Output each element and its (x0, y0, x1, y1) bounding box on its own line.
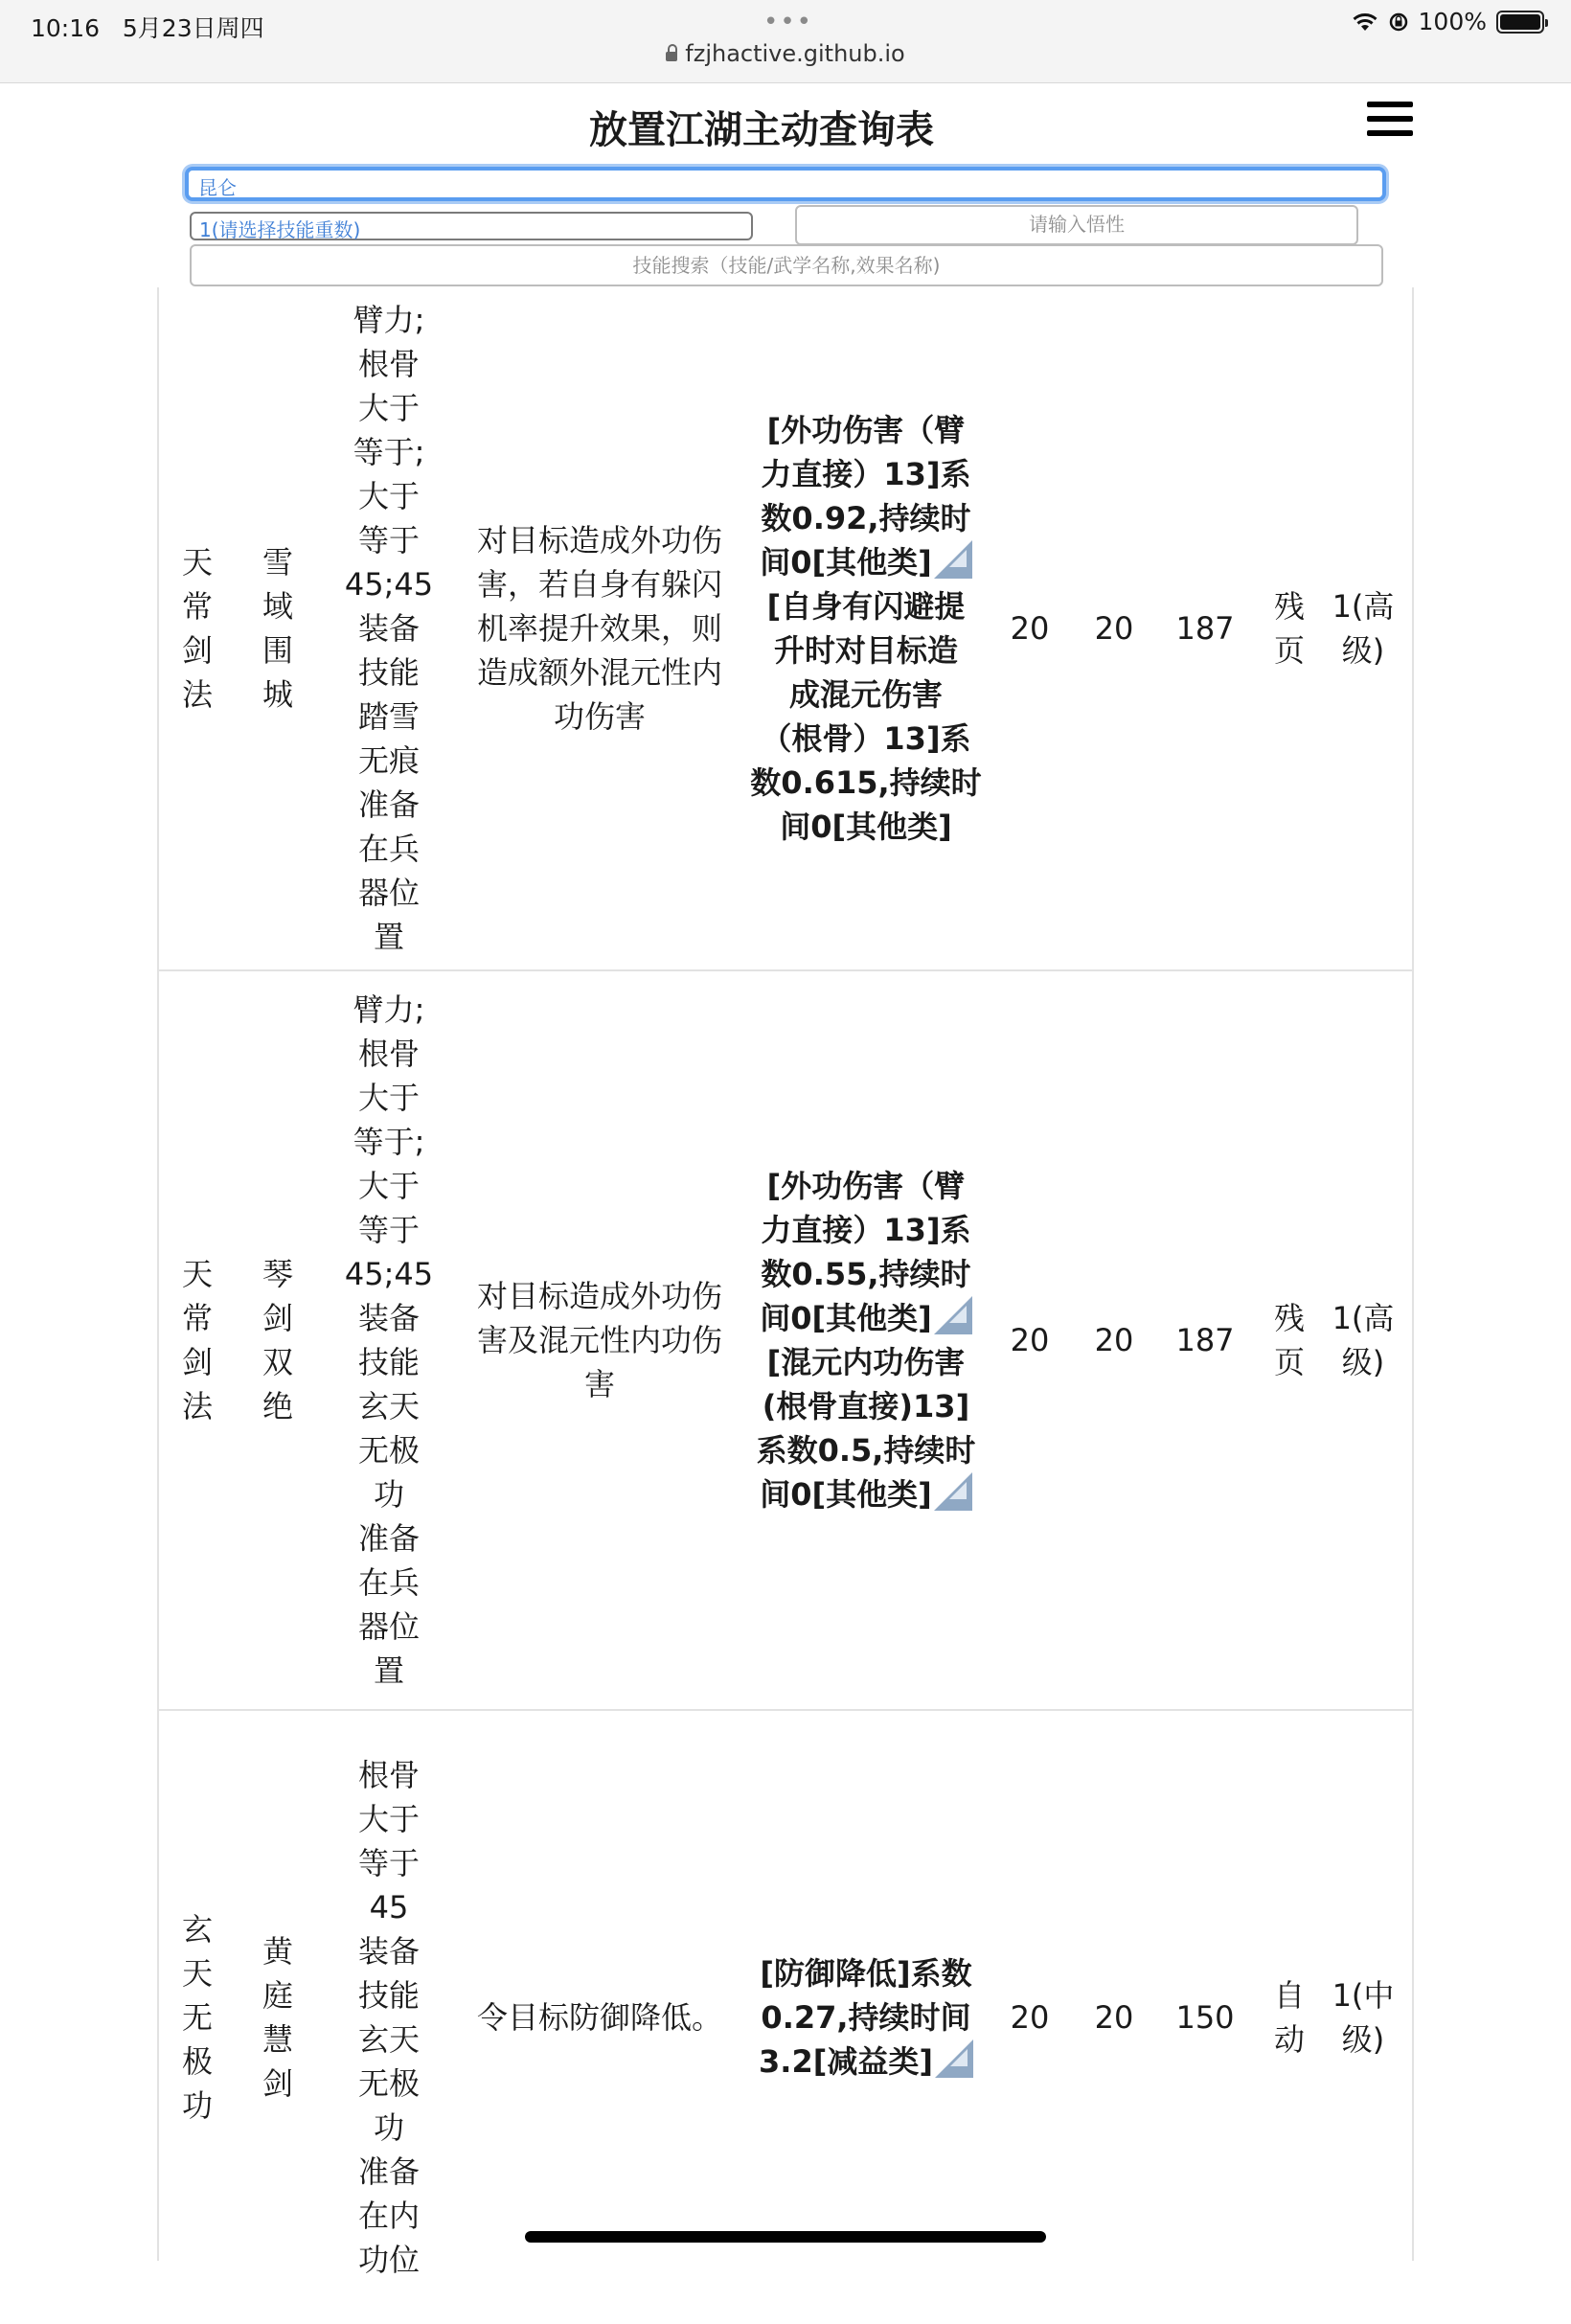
requirement-line: 器位 (357, 1608, 420, 1645)
requirement-line: 玄天 (357, 1388, 420, 1424)
value-2-cell (1071, 287, 1157, 969)
value-2: 20 (1094, 1999, 1134, 2036)
requirement-line: 技能 (357, 654, 420, 691)
description-cell (462, 287, 738, 969)
requirement-line: 无极 (357, 2065, 420, 2102)
value-3-cell (1155, 1711, 1255, 2324)
grade-line: 级) (1341, 1344, 1385, 1380)
requirement-line: 准备 (357, 786, 420, 823)
value-1-cell (987, 287, 1073, 969)
description-line: 对目标造成外功伤 (476, 1278, 722, 1314)
requirement-line: 在兵 (357, 1564, 420, 1601)
requirement-line: 根骨 (357, 1757, 420, 1793)
move-name: 雪 域 围 城 (262, 544, 293, 713)
requirement-line: 准备 (357, 1520, 420, 1557)
requirement-line: 等于 (357, 1212, 420, 1248)
source-cell (1263, 1711, 1316, 2324)
requirement-line: 45 (369, 1889, 409, 1925)
effect-text: [防御降低]系数 (760, 1955, 972, 1992)
effect-text: 0.27,持续时间 (761, 1999, 971, 2036)
skill-level-select[interactable]: 1(请选择技能重数) (190, 212, 753, 240)
skill-name: 天 常 剑 法 (181, 1256, 213, 1424)
description-line: 造成额外混元性内 (476, 654, 722, 691)
table-row (159, 971, 1412, 1709)
effect-line (757, 1164, 976, 1208)
hamburger-menu-icon[interactable] (1367, 102, 1413, 136)
requirement-line: 大于 (357, 478, 420, 514)
description-line: 机率提升效果，则 (476, 610, 722, 647)
requirement-line: 等于 (357, 1845, 420, 1881)
grade-line: 1(高 (1332, 588, 1395, 625)
date: 5月23日周四 (122, 14, 264, 42)
skill-name: 玄 天 无 极 功 (181, 1911, 213, 2124)
requirement-line: 臂力; (353, 302, 425, 338)
move-name-cell (251, 1711, 305, 2324)
effect-text: 数0.615,持续时 (750, 764, 982, 801)
value-3-cell (1155, 287, 1255, 969)
effect-line (757, 1252, 976, 1296)
grade-line: 1(中 (1332, 1977, 1395, 2014)
requirement-line: 置 (373, 919, 404, 955)
triangle-ruler-icon (934, 1472, 972, 1511)
effect-line (750, 408, 981, 452)
description-line: 令目标防御降低。 (476, 1999, 722, 2036)
effect-text: [混元内功伤害 (766, 1344, 966, 1380)
effect-text: (根骨直接)13] (762, 1388, 970, 1424)
url-text: fzjhactive.github.io (685, 40, 905, 67)
effect-text: 间0[其他类] (760, 1476, 932, 1513)
effect-text: 3.2[减益类] (759, 2043, 933, 2080)
effect-text: 间0[其他类] (760, 544, 932, 581)
description-line: 对目标造成外功伤 (476, 522, 722, 558)
description-cell (462, 971, 738, 1709)
requirement-line: 等于; (353, 434, 425, 470)
requirement-line: 根骨 (357, 346, 420, 382)
skill-search-input[interactable]: 技能搜索（技能/武学名称,效果名称) (190, 244, 1383, 286)
requirement-cell (335, 1711, 443, 2324)
requirement-line: 等于; (353, 1124, 425, 1160)
requirement-line: 臂力; (353, 991, 425, 1028)
status-indicators (1352, 8, 1544, 35)
effect-line (750, 452, 981, 496)
effect-text: 数0.55,持续时 (761, 1256, 971, 1292)
requirement-line: 技能 (357, 1977, 420, 2014)
requirement-line: 置 (373, 1652, 404, 1689)
move-name-cell (251, 287, 305, 969)
effect-line (750, 584, 981, 628)
value-1-cell (987, 971, 1073, 1709)
move-name: 黄 庭 慧 剑 (262, 1933, 293, 2102)
requirement-line: 准备 (357, 2153, 420, 2190)
triangle-ruler-icon (935, 2039, 973, 2078)
multitasking-dots-icon[interactable]: ••• (763, 8, 814, 36)
effect-line (757, 1472, 976, 1516)
requirement-line: 装备 (357, 1933, 420, 1970)
description-line: 害，若自身有躲闪 (476, 566, 722, 603)
effect-line (759, 1951, 973, 1995)
value-2: 20 (1094, 1322, 1134, 1358)
move-name-cell (251, 971, 305, 1709)
sect-select[interactable]: 昆仑 (185, 167, 1386, 201)
status-time (31, 10, 264, 44)
effect-line (750, 761, 981, 805)
effect-text: [自身有闪避提 (766, 588, 966, 625)
requirement-line: 45;45 (344, 566, 434, 603)
grade-cell (1318, 971, 1408, 1709)
description-line: 功伤害 (553, 698, 646, 735)
effect-text: 数0.92,持续时 (761, 500, 971, 536)
effect-line (750, 540, 981, 584)
requirement-line: 等于 (357, 522, 420, 558)
requirement-line: 功 (373, 2109, 404, 2146)
effect-line (750, 496, 981, 540)
description-line: 害 (583, 1366, 615, 1402)
value-1: 20 (1010, 610, 1050, 647)
effect-text: （根骨）13]系 (761, 720, 971, 757)
lock-icon (666, 52, 677, 61)
effect-text: 力直接）13]系 (761, 456, 971, 492)
requirement-line: 踏雪 (357, 698, 420, 735)
effect-cell (740, 971, 992, 1709)
source: 残 页 (1273, 588, 1305, 669)
rotation-lock-icon (1388, 11, 1409, 33)
effect-text: [外功伤害（臂 (766, 1168, 966, 1204)
requirement-line: 根骨 (357, 1036, 420, 1072)
status-bar (0, 0, 1571, 83)
effect-text: 力直接）13]系 (761, 1212, 971, 1248)
requirement-line: 45;45 (344, 1256, 434, 1292)
skill-name-cell (171, 971, 224, 1709)
requirement-line: 在内 (357, 2198, 420, 2234)
requirement-line: 装备 (357, 610, 420, 647)
effect-line (750, 717, 981, 761)
requirement-line: 功位 (357, 2242, 420, 2278)
effect-line (750, 672, 981, 717)
requirement-line: 大于 (357, 1168, 420, 1204)
effect-line (750, 628, 981, 672)
wifi-icon (1352, 11, 1378, 33)
grade-cell (1318, 1711, 1408, 2324)
effect-line (759, 1995, 973, 2039)
effect-line (759, 2039, 973, 2084)
source: 自 动 (1273, 1977, 1305, 2058)
requirement-line: 装备 (357, 1300, 420, 1336)
value-2-cell (1071, 971, 1157, 1709)
requirement-line: 大于 (357, 1801, 420, 1837)
table-row (159, 287, 1412, 969)
effect-text: 成混元伤害 (788, 676, 943, 713)
value-2-cell (1071, 1711, 1157, 2324)
requirement-line: 大于 (357, 1080, 420, 1116)
triangle-ruler-icon (934, 540, 972, 579)
battery-percent: 100% (1418, 8, 1487, 35)
effect-text: 间0[其他类] (780, 809, 952, 845)
requirement-line: 大于 (357, 390, 420, 426)
skill-name-cell (171, 287, 224, 969)
effect-text: 系数0.5,持续时 (756, 1432, 976, 1469)
battery-icon (1496, 11, 1544, 34)
value-3: 187 (1175, 1322, 1235, 1358)
grade-line: 级) (1341, 632, 1385, 669)
value-3: 187 (1175, 610, 1235, 647)
address-bar[interactable] (0, 40, 1571, 67)
skill-name-cell (171, 1711, 224, 2324)
description-line: 害及混元性内功伤 (476, 1322, 722, 1358)
source-cell (1263, 287, 1316, 969)
requirement-line: 无痕 (357, 742, 420, 779)
effect-line (757, 1340, 976, 1384)
requirement-line: 功 (373, 1476, 404, 1513)
requirement-line: 无极 (357, 1432, 420, 1469)
triangle-ruler-icon (934, 1296, 972, 1334)
clock: 10:16 (31, 14, 101, 42)
value-1: 20 (1010, 1322, 1050, 1358)
value-3-cell (1155, 971, 1255, 1709)
effect-line (750, 805, 981, 849)
page-title: 放置江湖主动查询表 (589, 108, 934, 152)
requirement-cell (335, 287, 443, 969)
wuxing-input[interactable]: 请输入悟性 (795, 205, 1358, 245)
effect-line (757, 1428, 976, 1472)
effect-text: 间0[其他类] (760, 1300, 932, 1336)
effect-cell (740, 287, 992, 969)
effect-line (757, 1384, 976, 1428)
requirement-line: 器位 (357, 875, 420, 911)
grade-cell (1318, 287, 1408, 969)
skill-name: 天 常 剑 法 (181, 544, 213, 713)
effect-text: [外功伤害（臂 (766, 412, 966, 448)
requirement-line: 技能 (357, 1344, 420, 1380)
effect-line (757, 1296, 976, 1340)
home-indicator[interactable] (525, 2231, 1046, 2243)
grade-line: 级) (1341, 2021, 1385, 2058)
effect-line (757, 1208, 976, 1252)
source-cell (1263, 971, 1316, 1709)
requirement-line: 在兵 (357, 831, 420, 867)
requirement-line: 玄天 (357, 2021, 420, 2058)
move-name: 琴 剑 双 绝 (262, 1256, 293, 1424)
value-2: 20 (1094, 610, 1134, 647)
value-1: 20 (1010, 1999, 1050, 2036)
value-3: 150 (1175, 1999, 1235, 2036)
source: 残 页 (1273, 1300, 1305, 1380)
effect-text: 升时对目标造 (773, 632, 958, 669)
grade-line: 1(高 (1332, 1300, 1395, 1336)
requirement-cell (335, 971, 443, 1709)
